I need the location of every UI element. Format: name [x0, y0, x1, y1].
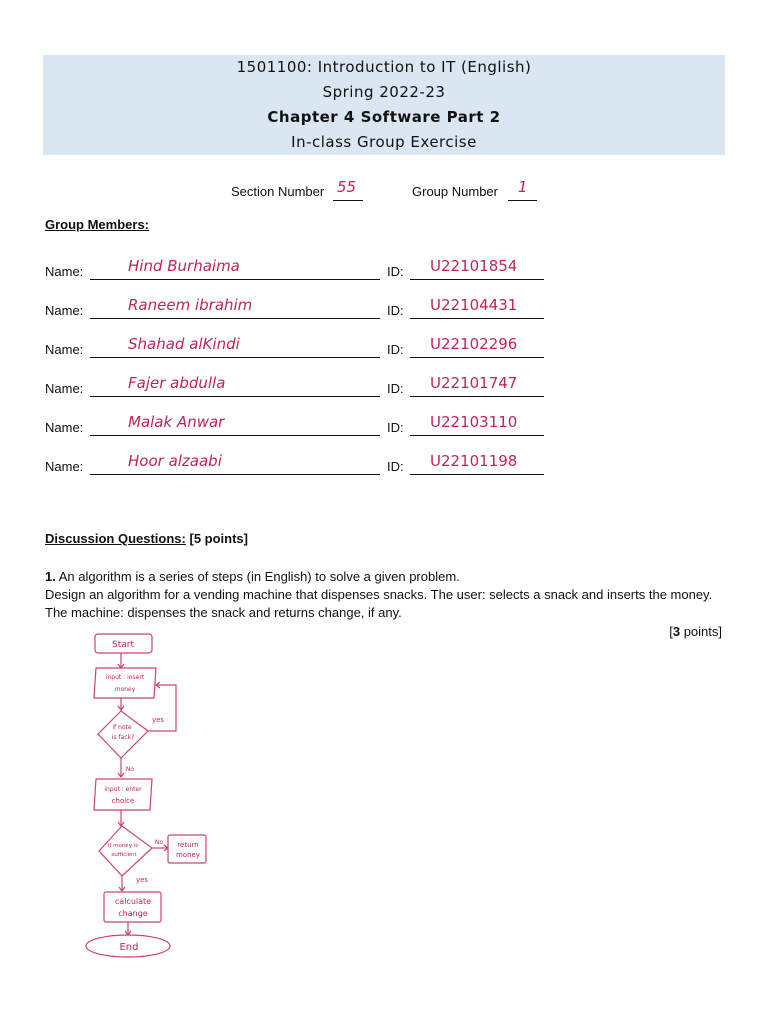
flowchart-drawing	[0, 620, 768, 980]
flow-decision-1-label-1: if note	[112, 724, 132, 731]
group-number-value: 1	[518, 178, 528, 196]
id-underline	[410, 317, 544, 319]
member-id: U22102296	[430, 335, 518, 353]
flow-no-1: No	[125, 766, 135, 773]
id-underline	[410, 473, 544, 475]
id-label: ID:	[387, 264, 404, 279]
name-underline	[90, 278, 380, 280]
flow-input-money-label-2: money	[114, 686, 136, 693]
discussion-heading: Discussion Questions:	[45, 531, 186, 546]
exercise-title: In-class Group Exercise	[291, 133, 477, 151]
flow-decision-2	[99, 826, 152, 876]
name-label: Name:	[45, 420, 84, 435]
name-label: Name:	[45, 342, 84, 357]
flow-yes-2: yes	[135, 876, 149, 884]
id-underline	[410, 356, 544, 358]
section-number-value: 55	[337, 178, 357, 196]
member-id: U22101198	[430, 452, 518, 470]
id-label: ID:	[387, 459, 404, 474]
question1-text-1: An algorithm is a series of steps (in English) to solve a given problem.	[58, 569, 460, 584]
member-name: Hind Burhaima	[128, 257, 240, 275]
flow-decision-1-label-2: is fack?	[111, 734, 135, 741]
name-label: Name:	[45, 459, 84, 474]
term: Spring 2022-23	[322, 83, 446, 101]
name-label: Name:	[45, 264, 84, 279]
member-id: U22101747	[430, 374, 518, 392]
member-name: Fajer abdulla	[128, 374, 226, 392]
flow-return-label-1: return	[177, 841, 199, 849]
member-name: Malak Anwar	[128, 413, 225, 431]
flow-calculate-label-2: change	[118, 909, 148, 918]
id-underline	[410, 395, 544, 397]
title-banner	[43, 55, 725, 155]
question1-points: [3 points]	[669, 624, 722, 639]
flow-decision-2-label-1: if money is	[107, 843, 139, 849]
question1-points-number: 3	[672, 624, 681, 639]
question1-number: 1.	[45, 569, 56, 584]
question1-text-3: The machine: dispenses the snack and returns change, if any.	[45, 605, 402, 620]
discussion-points: [5 points]	[189, 531, 248, 546]
section-number-field	[231, 184, 324, 199]
group-members-heading: Group Members:	[45, 217, 150, 232]
flow-no-2: No	[154, 839, 164, 846]
name-underline	[90, 434, 380, 436]
course-title: 1501100: Introduction to IT (English)	[236, 58, 532, 76]
name-underline	[90, 473, 380, 475]
flow-start-label: Start	[112, 640, 134, 650]
id-underline	[410, 278, 544, 280]
flow-input-choice-label-1: input : enter	[104, 786, 142, 793]
id-label: ID:	[387, 303, 404, 318]
flow-input-choice-label-2: choice	[111, 797, 135, 805]
discussion-heading-line	[45, 531, 248, 546]
section-number-label: Section Number	[231, 184, 325, 199]
member-name: Shahad alKindi	[128, 335, 240, 353]
flow-yes-1: yes	[151, 716, 165, 724]
flow-end-label: End	[119, 942, 139, 953]
flow-input-money-label-1: input : insert	[105, 674, 145, 681]
name-underline	[90, 317, 380, 319]
chapter-title: Chapter 4 Software Part 2	[267, 108, 501, 126]
flow-decision-2-label-2: sufficient	[111, 852, 137, 858]
flow-calculate-label-1: calculate	[114, 897, 152, 906]
name-label: Name:	[45, 381, 84, 396]
member-name: Hoor alzaabi	[128, 452, 222, 470]
flow-input-money	[94, 668, 156, 698]
id-underline	[410, 434, 544, 436]
name-underline	[90, 395, 380, 397]
id-label: ID:	[387, 420, 404, 435]
group-number-label: Group Number	[412, 184, 498, 199]
member-id: U22101854	[430, 257, 518, 275]
id-label: ID:	[387, 381, 404, 396]
name-label: Name:	[45, 303, 84, 318]
name-underline	[90, 356, 380, 358]
flow-return-label-2: money	[176, 851, 200, 859]
member-name: Raneem ibrahim	[128, 296, 253, 314]
section-number-underline	[333, 199, 363, 201]
member-id: U22104431	[430, 296, 518, 314]
question1-text-2: Design an algorithm for a vending machine that dispenses snacks. The user: selects a snack and inserts the money.	[45, 587, 713, 602]
group-number-field	[412, 184, 498, 199]
group-number-underline	[508, 199, 537, 201]
member-id: U22103110	[430, 413, 518, 431]
question1-line1	[45, 569, 460, 584]
id-label: ID:	[387, 342, 404, 357]
flow-input-choice	[94, 779, 152, 810]
